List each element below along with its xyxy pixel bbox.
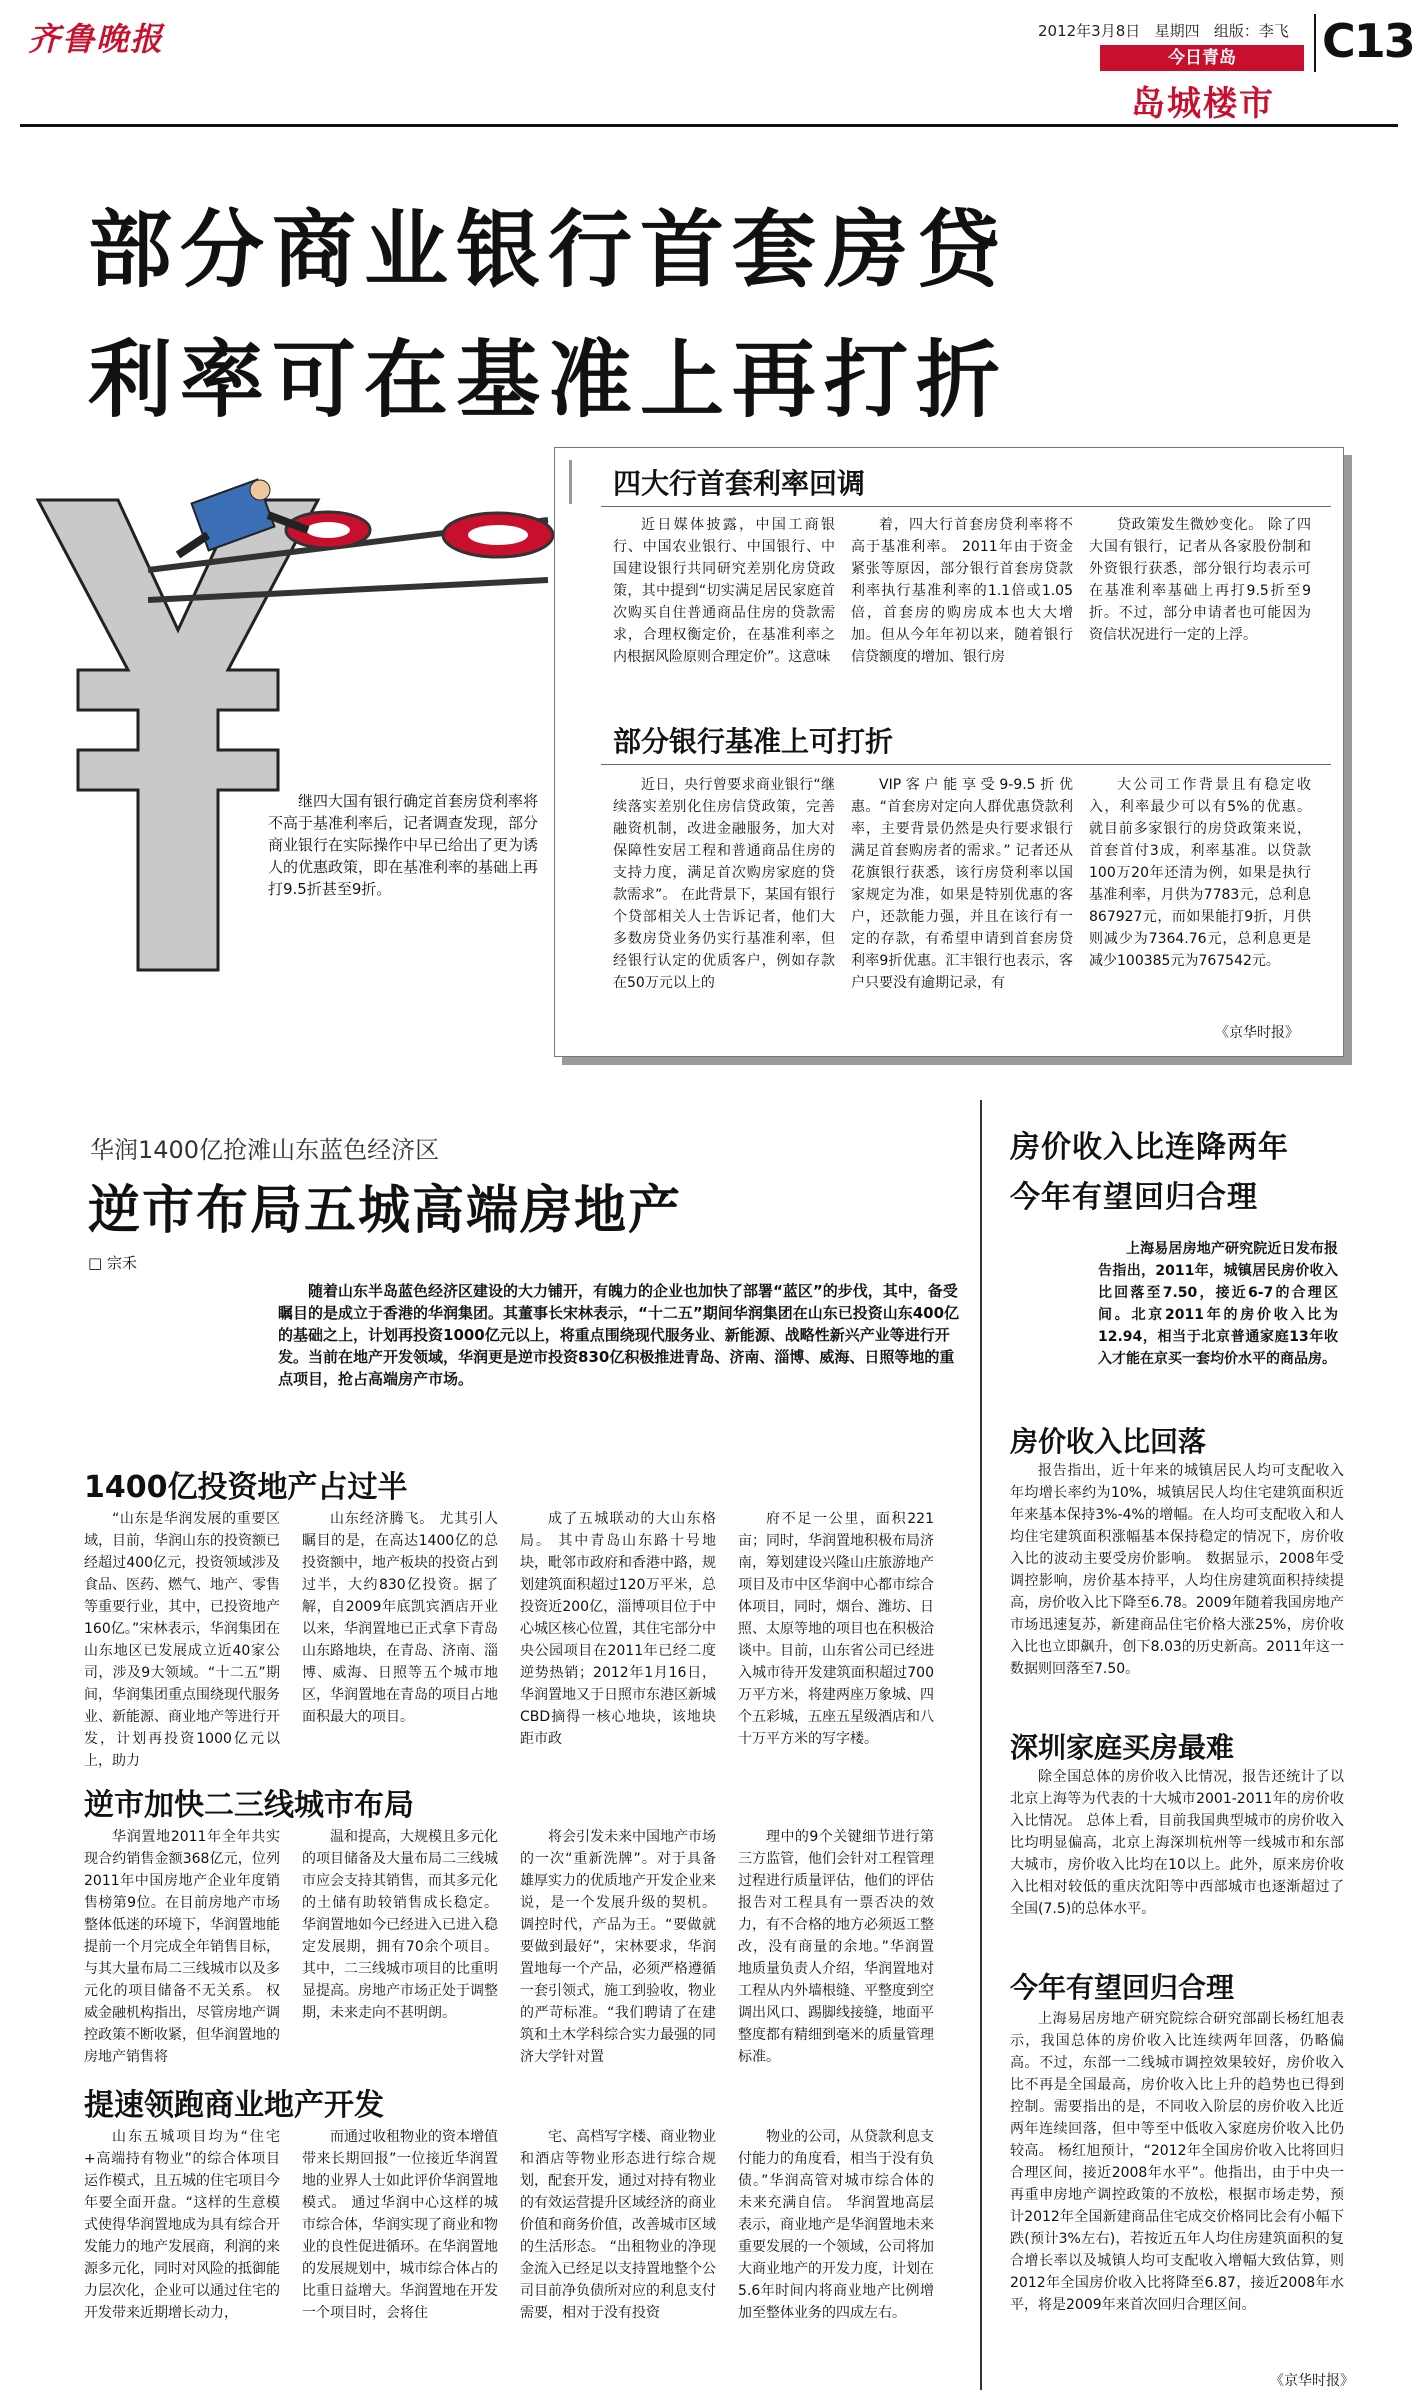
- sidebar-p2: 除全国总体的房价收入比情况，报告还统计了以北京上海等为代表的十大城市2001-2011年的房价收入比情况。 总体上看，目前我国典型城市的房价收入比均明显偏高，北京上海深圳杭州等一线城市和东部大城市，房价收入比均在10以上。此外，原来房价收入比相对较低的重庆沈阳等中西部城市也逐渐超过了全国(7.5)的总体水平。: [1010, 1769, 1344, 1917]
- box-source: 《京华时报》: [1215, 1025, 1299, 1041]
- sidebar-source: 《京华时报》: [1270, 2373, 1354, 2389]
- today-label: 今日青岛: [1100, 45, 1304, 71]
- h2-col-2: 温和提高，大规模且多元化的项目储备及大量布局二三线城市应会支持其销售，而其多元化的土储有助较销售成长稳定。 华润置地如今已经进入已进入稳定发展期，拥有70余个项目。其中，二三线城市项目的比重明显提高。房地产市场正处于调整期，未来走向不甚明朗。: [302, 1829, 498, 2021]
- header-rule: [20, 124, 1398, 127]
- sec1-col-1: 近日媒体披露，中国工商银行、中国农业银行、中国银行、中国建设银行共同研究差别化房贷政策，其中提到“切实满足居民家庭首次购买自住普通商品住房的贷款需求，合理权衡定价，在基准利率之内根据风险原则合理定价”。这意味: [613, 517, 835, 665]
- h1-col-4: 府不足一公里，面积221亩；同时，华润置地积极布局济南，筹划建设兴隆山庄旅游地产项目及市中区华润中心都市综合体项目，同时，烟台、潍坊、日照、太原等地的项目也在积极洽谈中。目前，山东省公司已经进入城市待开发建筑面积超过700万平方米，将建两座万象城、四个五彩城，五座五星级酒店和八十万平方米的写字楼。: [738, 1511, 934, 1747]
- h2-col-4: 理中的9个关键细节进行第三方监管，他们会针对工程管理过程进行质量评估，他们的评估报告对工程具有一票否决的效力，有不合格的地方必须返工整改，没有商量的余地。”华润置地质量负责人介绍，华润置地对工程从内外墙根缝、平整度到空调出风口、踢脚线接缝，地面平整度都有精细到毫米的质量管理标准。: [738, 1829, 934, 2065]
- h3-col-3: 宅、高档写字楼、商业物业和酒店等物业形态进行综合规划，配套开发，通过对持有物业的有效运营提升区域经济的商业价值和商务价值，改善城市区域的生活形态。 “出租物业的净现金流入已经足以支持置地整个公司目前净负债所对应的利息支付需要，相对于没有投资: [520, 2129, 716, 2321]
- page-number: C13: [1322, 14, 1414, 68]
- headline-line-2: 利率可在基准上再打折: [88, 331, 1009, 429]
- h1-col-2: 山东经济腾飞。 尤其引人瞩目的是，在高达1400亿的总投资额中，地产板块的投资占到过半，大约830亿投资。据了解，自2009年底凯宾酒店开业以来，华润置地已正式拿下青岛山东路地块，在青岛、济南、淄博、威海、日照等五个城市地区，华润置地在青岛的项目占地面积最大的项目。: [302, 1511, 498, 1725]
- sidebar-p1: 报告指出，近十年来的城镇居民人均可支配收入年均增长率约为10%，城镇居民人均住宅建筑面积近年来基本保持3%-4%的增幅。在人均可支配收入和人均住宅建筑面积涨幅基本保持稳定的情况下，房价收入比的波动主要受房价影响。 数据显示，2008年受调控影响，房价基本持平，人均住房建筑面积持续提高，房价收入比下降至6.78。2009年随着我国房地产市场迅速复苏，新建商品住宅价格大涨25%，房价收入比也立即飙升，创下8.03的历史新高。2011年这一数据则回落至7.50。: [1010, 1463, 1344, 1677]
- h2-col-3: 将会引发未来中国地产市场的一次“重新洗牌”。对于具备雄厚实力的优质地产开发企业来说，是一个发展升级的契机。 调控时代，产品为王。“要做就要做到最好”，宋林要求，华润置地每一个产品，必须严格遵循一套引领式，施工到验收，物业的严苛标准。“我们聘请了在建筑和土木学科综合实力最强的同济大学针对置: [520, 1829, 716, 2065]
- sidebar-lead: 上海易居房地产研究院近日发布报告指出，2011年，城镇居民房价收入比回落至7.50，接近6-7的合理区间。北京2011年的房价收入比为12.94，相当于北京普通家庭13年收入才能在京买一套均价水平的商品房。: [1098, 1241, 1338, 1367]
- headline-line-1: 部分商业银行首套房贷: [88, 201, 1009, 299]
- article-h3: 提速领跑商业地产开发: [84, 2088, 384, 2123]
- sidebar-title-1: 房价收入比连降两年: [1010, 1130, 1289, 1165]
- illustration-caption: 继四大国有银行确定首套房贷利率将不高于基准利率后，记者调查发现，部分商业银行在实际操作中早已给出了更为诱人的优惠政策，即在基准利率的基础上再打9.5折甚至9折。: [268, 792, 539, 898]
- sec2-col-1: 近日，央行曾要求商业银行“继续落实差别化住房信贷政策，完善融资机制，改进金融服务，加大对保障性安居工程和普通商品住房的支持力度，满足首次购房家庭的贷款需求”。 在此背景下，某国有银行个贷部相关人士告诉记者，他们大多数房贷业务仍实行基准利率，但经银行认定的优质客户，例如存款在50万元以上的: [613, 777, 835, 991]
- sec1-rule: [601, 506, 1331, 507]
- sec1-bar: [569, 460, 572, 504]
- editor: 组版：李飞: [1213, 22, 1289, 40]
- info-box: [554, 447, 1344, 1057]
- header-divider: [1314, 14, 1316, 72]
- sidebar-h2: 深圳家庭买房最难: [1010, 1731, 1235, 1764]
- article-lead: 随着山东半岛蓝色经济区建设的大力铺开，有魄力的企业也加快了部署“蓝区”的步伐，其中，备受瞩目的是成立于香港的华润集团。其董事长宋林表示，“十二五”期间华润集团在山东已投资山东400亿的基础之上，计划再投资1000亿元以上，将重点围绕现代服务业、新能源、战略性新兴产业等进行开发。当前在地产开发领域，华润更是逆市投资830亿积极推进青岛、济南、淄博、威海、日照等地的重点项目，抢占高端房产市场。: [278, 1282, 960, 1388]
- h2-col-1: 华润置地2011年全年共实现合约销售金额368亿元，位列2011年中国房地产企业年度销售榜第9位。在目前房地产市场整体低迷的环境下，华润置地能提前一个月完成全年销售目标，与其大量布局二三线城市以及多元化的项目储备不无关系。 权威金融机构指出，尽管房地产调控政策不断收紧，但华润置地的房地产销售将: [84, 1829, 280, 2065]
- article-h1: 1400亿投资地产占过半: [84, 1470, 408, 1505]
- sidebar-h1: 房价收入比回落: [1010, 1425, 1207, 1458]
- h1-col-1: “山东是华润发展的重要区域，目前，华润山东的投资额已经超过400亿元，投资领域涉及食品、医药、燃气、地产、零售等重要行业，其中，已投资地产160亿。”宋林表示，华润集团在山东地区已发展成立近40家公司，涉及9大领域。“十二五”期间，华润集团重点围绕现代服务业、新能源、商业地产等进行开发，计划再投资1000亿元以上，助力: [84, 1511, 280, 1769]
- sec2-col-3: 大公司工作背景且有稳定收入，利率最少可以有5%的优惠。 就目前多家银行的房贷政策来说，首套首付3成，利率基准。以贷款100万20年还清为例，如果是执行基准利率，月供为7783元，总利息867927元，而如果能打9折，月供则减少为7364.76元，总利息更是减少100385元为767542元。: [1089, 777, 1311, 969]
- weekday: 星期四: [1154, 22, 1200, 40]
- article-kicker: 华润1400亿抢滩山东蓝色经济区: [90, 1136, 440, 1164]
- sec1-title: 四大行首套利率回调: [613, 467, 866, 500]
- date: 2012年3月8日: [1038, 22, 1141, 40]
- dateline: [1038, 20, 1289, 41]
- section-title: 岛城楼市: [1131, 84, 1275, 124]
- h3-col-2: 而通过收租物业的资本增值带来长期回报”一位接近华润置地的业界人士如此评价华润置地模式。 通过华润中心这样的城市综合体，华润实现了商业和物业的良性促进循环。在华润置地的发展规划中，城市综合体占的比重日益增大。华润置地在开发一个项目时，会将住: [302, 2129, 498, 2321]
- article-title: 逆市布局五城高端房地产: [88, 1181, 683, 1241]
- sec2-col-2: VIP客户能享受9-9.5折优惠。“首套房对定向人群优惠贷款利率，主要背景仍然是央行要求银行满足首套购房者的需求。” 记者还从花旗银行获悉，该行房贷利率以国家规定为准，如果是特别优惠的客户，还款能力强，并且在该行有一定的存款，有希望申请到首套房贷利率9折优惠。汇丰银行也表示，客户只要没有逾期记录，有: [851, 777, 1073, 991]
- article-byline: □ 宗禾: [88, 1254, 137, 1272]
- column-divider: [980, 1100, 982, 2390]
- newspaper-masthead: 齐鲁晚报: [28, 20, 165, 58]
- sec1-col-2: 着，四大行首套房贷利率将不高于基准利率。 2011年由于资金紧张等原因，部分银行首套房贷款利率执行基准利率的1.1倍或1.05倍，首套房的购房成本也大大增加。但从今年年初以来，随着银行信贷额度的增加、银行房: [851, 517, 1073, 665]
- h3-col-4: 物业的公司，从贷款利息支付能力的角度看，相当于没有负债。”华润高管对城市综合体的未来充满自信。 华润置地高层表示，商业地产是华润置地未来重要发展的一个领域，公司将加大商业地产的开发力度，计划在5.6年时间内将商业地产比例增加至整体业务的四成左右。: [738, 2129, 934, 2321]
- h3-col-1: 山东五城项目均为“住宅+高端持有物业”的综合体项目运作模式，且五城的住宅项目今年要全面开盘。“这样的生意模式使得华润置地成为具有综合开发能力的地产发展商，利润的来源多元化，同时对风险的抵御能力层次化，企业可以通过住宅的开发带来近期增长动力，: [84, 2129, 280, 2321]
- sec1-col-3: 贷政策发生微妙变化。 除了四大国有银行，记者从各家股份制和外资银行获悉，部分银行均表示可在基准利率基础上再打9.5折至9折。不过，部分申请者也可能因为资信状况进行一定的上浮。: [1089, 517, 1311, 643]
- sec2-rule: [601, 764, 1331, 765]
- yuan-scissors-illustration: [28, 460, 588, 980]
- h1-col-3: 成了五城联动的大山东格局。 其中青岛山东路十号地块，毗邻市政府和香港中路，规划建筑面积超过120万平米，总投资近200亿，淄博项目位于中心城区核心位置，其住宅部分中央公园项目在2011年已经二度逆势热销；2012年1月16日，华润置地又于日照市东港区新城CBD摘得一核心地块，该地块距市政: [520, 1511, 716, 1747]
- sidebar-title-2: 今年有望回归合理: [1010, 1180, 1258, 1215]
- sec2-title: 部分银行基准上可打折: [613, 725, 894, 758]
- article-h2: 逆市加快二三线城市布局: [84, 1788, 414, 1823]
- sidebar-h3: 今年有望回归合理: [1010, 1971, 1235, 2004]
- sidebar-p3: 上海易居房地产研究院综合研究部副长杨红旭表示，我国总体的房价收入比连续两年回落，仍略偏高。不过，东部一二线城市调控效果较好，房价收入比不再是全国最高，房价收入比上升的趋势也已得到控制。需要指出的是，不同收入阶层的房价收入比近两年连续回落，但中等至中低收入家庭房价收入比仍较高。 杨红旭预计，“2012年全国房价收入比将回归合理区间，接近2008年水平”。他指出，由于中央一再重申房地产调控政策的不放松，根据市场走势，预计2012年全国新建商品住宅成交价格同比会有小幅下跌(预计3%左右)，若按近五年人均住房建筑面积的复合增长率以及城镇人均可支配收入增幅大致估算，则2012年全国房价收入比将降至6.87，接近2008年水平，将是2009年来首次回归合理区间。: [1010, 2011, 1344, 2313]
